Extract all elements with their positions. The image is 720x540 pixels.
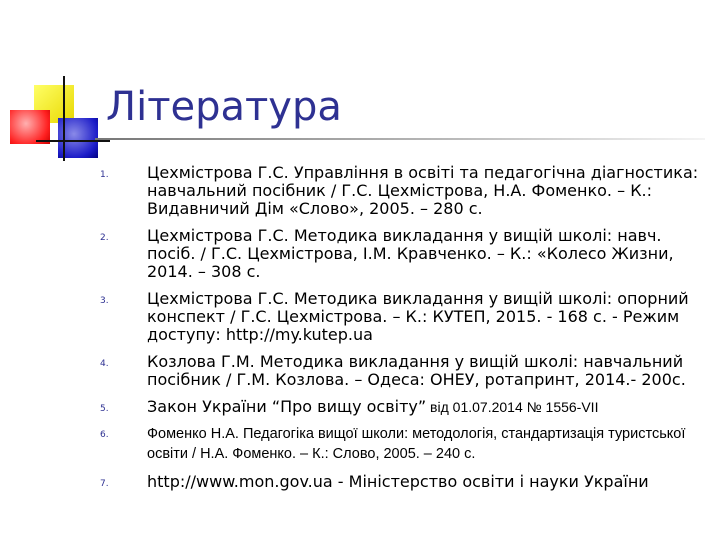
list-item-text: Цехмістрова Г.С. Методика викладання у вищій школі: опорний конспект / Г.С. Цехмістрова. – К.: КУТЕП, 2015. - 168 с. - Режим доступу: http://my.kutep.ua: [147, 289, 689, 344]
list-item: [100, 398, 710, 416]
list-item: [100, 227, 710, 281]
list-item-number: 3.: [100, 296, 109, 306]
slide-title: Література: [106, 84, 342, 130]
list-item-text: Козлова Г.М. Методика викладання у вищій школі: навчальний посібник / Г.М. Козлова. – Одеса: ОНЕУ, ротапринт, 2014.- 200с.: [147, 352, 686, 389]
list-item: [100, 353, 710, 389]
list-item-text: Закон України “Про вищу освіту” від 01.07.2014 № 1556-VII: [147, 397, 599, 416]
list-item: [100, 473, 710, 491]
reference-list: [100, 164, 710, 499]
list-item-number: 6.: [100, 430, 109, 440]
decorative-red-square: [10, 110, 50, 144]
list-item-number: 5.: [100, 404, 109, 414]
list-item: [100, 164, 710, 218]
list-item-text: Цехмістрова Г.С. Управління в освіті та педагогічна діагностика: навчальний посібник / Г.С. Цехмістрова, Н.А. Фоменко. – К.: Видавничий Дім «Слово», 2005. – 280 с.: [147, 163, 699, 218]
list-item-text[interactable]: http://www.mon.gov.ua - Міністерство освіти і науки України: [147, 472, 649, 491]
list-item-text: Цехмістрова Г.С. Методика викладання у вищій школі: навч. посіб. / Г.С. Цехмістрова, І.М. Кравченко. – К.: «Колесо Жизни, 2014. – 308 с.: [147, 226, 674, 281]
list-item-link[interactable]: http://my.kutep.ua: [225, 325, 373, 344]
list-item: [100, 424, 710, 464]
list-item-number: 7.: [100, 479, 109, 489]
decorative-vertical-line: [63, 76, 65, 161]
list-item: [100, 290, 710, 344]
title-underline: [95, 138, 705, 140]
list-item-number: 4.: [100, 359, 109, 369]
list-item-text: Фоменко Н.А. Педагогіка вищої школи: методологія, стандартизація туристської освіти / Н.А. Фоменко. – К.: Слово, 2005. – 240 с.: [147, 426, 686, 462]
decorative-horizontal-line: [36, 140, 110, 142]
list-item-number: 1.: [100, 170, 109, 180]
list-item-number: 2.: [100, 233, 109, 243]
